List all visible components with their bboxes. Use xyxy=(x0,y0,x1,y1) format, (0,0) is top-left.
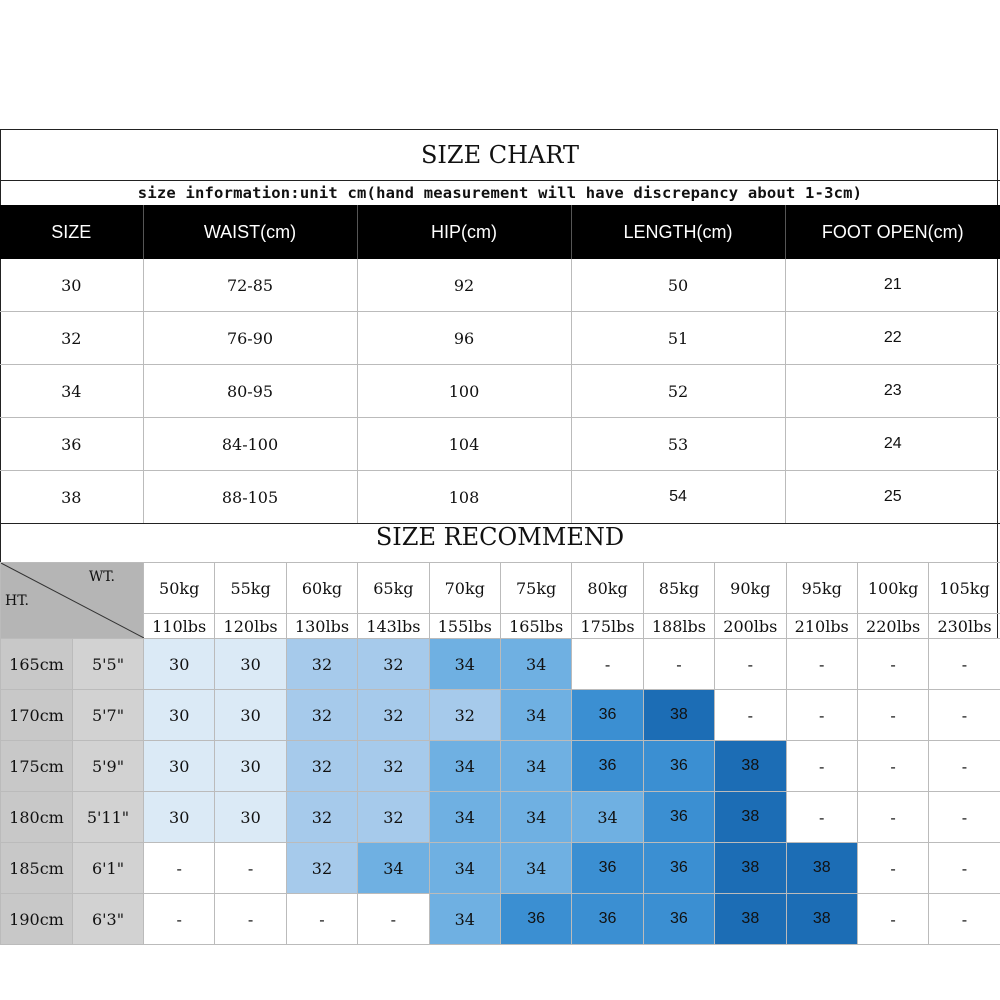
size-recommend-cell: - xyxy=(929,843,1000,894)
weight-lbs-row xyxy=(1,614,1000,639)
size-recommend-cell: - xyxy=(929,792,1000,843)
length-cell: 54 xyxy=(571,471,785,524)
size-recommend-cell: 32 xyxy=(286,843,357,894)
weight-lbs-cell: 200lbs xyxy=(715,614,786,639)
size-recommend-cell: - xyxy=(215,894,286,945)
size-recommend-cell: - xyxy=(929,894,1000,945)
size-recommend-cell: 32 xyxy=(358,639,429,690)
size-recommend-cell: 34 xyxy=(500,792,571,843)
size-recommend-cell: - xyxy=(857,741,928,792)
page-title: SIZE CHART xyxy=(0,129,1000,181)
size-recommend-cell: 30 xyxy=(144,792,215,843)
size-recommend-cell: 36 xyxy=(643,741,714,792)
size-recommend-cell: - xyxy=(786,690,857,741)
hip-cell: 100 xyxy=(357,365,571,418)
page-subtitle: size information:unit cm(hand measurement will have discrepancy about 1-3cm) xyxy=(137,184,863,202)
table-row xyxy=(1,639,1000,690)
foot-open-cell: 23 xyxy=(785,365,1000,418)
size-recommend-cell: 30 xyxy=(215,792,286,843)
header-hip: HIP(cm) xyxy=(357,205,571,259)
size-recommend-cell: - xyxy=(286,894,357,945)
weight-lbs-cell: 155lbs xyxy=(429,614,500,639)
size-recommend-cell: 30 xyxy=(144,741,215,792)
size-recommend-cell: - xyxy=(857,639,928,690)
weight-lbs-cell: 110lbs xyxy=(144,614,215,639)
header-waist: WAIST(cm) xyxy=(143,205,357,259)
size-recommend-cell: 34 xyxy=(429,639,500,690)
hip-cell: 96 xyxy=(357,312,571,365)
size-recommend-cell: 34 xyxy=(429,792,500,843)
weight-kg-row xyxy=(1,563,1000,614)
size-recommend-cell: 38 xyxy=(715,894,786,945)
size-recommend-cell: - xyxy=(929,690,1000,741)
weight-axis-label: WT. xyxy=(88,569,115,585)
length-cell: 52 xyxy=(571,365,785,418)
recommend-title: SIZE RECOMMEND xyxy=(375,523,625,551)
height-cm-cell: 175cm xyxy=(1,741,73,792)
waist-cell: 72-85 xyxy=(143,259,357,312)
size-recommend-cell: - xyxy=(786,741,857,792)
weight-kg-cell: 90kg xyxy=(715,563,786,614)
foot-open-cell: 22 xyxy=(785,312,1000,365)
weight-lbs-cell: 120lbs xyxy=(215,614,286,639)
height-cm-cell: 190cm xyxy=(1,894,73,945)
table-row xyxy=(1,843,1000,894)
foot-open-cell: 25 xyxy=(785,471,1000,524)
weight-lbs-cell: 210lbs xyxy=(786,614,857,639)
size-recommend-cell: 36 xyxy=(643,792,714,843)
size-recommend-cell: 36 xyxy=(572,741,643,792)
foot-open-cell: 21 xyxy=(785,259,1000,312)
waist-cell: 76-90 xyxy=(143,312,357,365)
waist-cell: 84-100 xyxy=(143,418,357,471)
size-recommend-cell: - xyxy=(144,894,215,945)
weight-kg-cell: 95kg xyxy=(786,563,857,614)
size-recommend-cell: 30 xyxy=(215,639,286,690)
weight-lbs-cell: 220lbs xyxy=(857,614,928,639)
size-recommend-cell: - xyxy=(715,639,786,690)
size-recommend-cell: 38 xyxy=(643,690,714,741)
weight-lbs-cell: 143lbs xyxy=(358,614,429,639)
table-row xyxy=(0,418,1000,471)
header-size: SIZE xyxy=(0,205,143,259)
size-cell: 38 xyxy=(0,471,143,524)
size-recommend-cell: - xyxy=(643,639,714,690)
size-recommend-cell: - xyxy=(572,639,643,690)
size-recommend-cell: 32 xyxy=(358,792,429,843)
size-recommend-cell: 36 xyxy=(572,690,643,741)
size-recommend-cell: 30 xyxy=(144,690,215,741)
hip-cell: 92 xyxy=(357,259,571,312)
size-recommend-cell: 32 xyxy=(358,741,429,792)
size-recommend-cell: - xyxy=(144,843,215,894)
size-recommend-cell: 32 xyxy=(286,639,357,690)
weight-kg-cell: 70kg xyxy=(429,563,500,614)
table-row xyxy=(1,690,1000,741)
height-ft-cell: 5'9" xyxy=(73,741,144,792)
size-recommend-cell: - xyxy=(857,690,928,741)
size-recommend-cell: - xyxy=(929,639,1000,690)
size-recommend-cell: 34 xyxy=(429,741,500,792)
size-chart-table xyxy=(0,205,1000,524)
size-recommend-cell: 34 xyxy=(500,690,571,741)
size-recommend-cell: 36 xyxy=(500,894,571,945)
header-foot-open: FOOT OPEN(cm) xyxy=(785,205,1000,259)
weight-kg-cell: 105kg xyxy=(929,563,1000,614)
weight-kg-cell: 65kg xyxy=(358,563,429,614)
size-recommend-cell: 32 xyxy=(286,741,357,792)
height-ft-cell: 5'11" xyxy=(73,792,144,843)
size-chart-header-row xyxy=(0,205,1000,259)
weight-kg-cell: 85kg xyxy=(643,563,714,614)
size-cell: 30 xyxy=(0,259,143,312)
size-recommend-cell: - xyxy=(786,639,857,690)
size-recommend-cell: 34 xyxy=(500,639,571,690)
size-recommend-cell: 34 xyxy=(429,894,500,945)
size-recommend-cell: 38 xyxy=(786,894,857,945)
size-recommend-cell: - xyxy=(857,843,928,894)
size-recommend-cell: - xyxy=(358,894,429,945)
weight-lbs-cell: 130lbs xyxy=(286,614,357,639)
size-recommend-cell: - xyxy=(857,894,928,945)
table-row xyxy=(0,312,1000,365)
hip-cell: 108 xyxy=(357,471,571,524)
size-cell: 32 xyxy=(0,312,143,365)
height-ft-cell: 6'1" xyxy=(73,843,144,894)
height-ft-cell: 5'5" xyxy=(73,639,144,690)
weight-lbs-cell: 175lbs xyxy=(572,614,643,639)
waist-cell: 80-95 xyxy=(143,365,357,418)
size-recommend-cell: 38 xyxy=(715,792,786,843)
size-recommend-cell: 36 xyxy=(643,843,714,894)
size-recommend-cell: - xyxy=(929,741,1000,792)
weight-lbs-cell: 165lbs xyxy=(500,614,571,639)
size-recommend-cell: 34 xyxy=(429,843,500,894)
height-ft-cell: 6'3" xyxy=(73,894,144,945)
size-recommend-cell: 34 xyxy=(500,843,571,894)
size-recommend-cell: 36 xyxy=(572,843,643,894)
length-cell: 51 xyxy=(571,312,785,365)
size-recommend-cell: 32 xyxy=(286,690,357,741)
size-recommend-cell: - xyxy=(715,690,786,741)
height-cm-cell: 170cm xyxy=(1,690,73,741)
length-cell: 50 xyxy=(571,259,785,312)
size-recommend-cell: 38 xyxy=(786,843,857,894)
size-recommend-table xyxy=(0,562,1000,945)
size-cell: 34 xyxy=(0,365,143,418)
size-recommend-cell: 36 xyxy=(643,894,714,945)
weight-kg-cell: 55kg xyxy=(215,563,286,614)
size-recommend-cell: 38 xyxy=(715,741,786,792)
size-recommend-cell: 32 xyxy=(429,690,500,741)
table-row xyxy=(1,741,1000,792)
size-cell: 36 xyxy=(0,418,143,471)
table-row xyxy=(0,365,1000,418)
size-recommend-cell: - xyxy=(786,792,857,843)
header-length: LENGTH(cm) xyxy=(571,205,785,259)
size-recommend-cell: 38 xyxy=(715,843,786,894)
height-ft-cell: 5'7" xyxy=(73,690,144,741)
height-weight-corner xyxy=(1,563,144,639)
table-row xyxy=(0,259,1000,312)
weight-lbs-cell: 230lbs xyxy=(929,614,1000,639)
length-cell: 53 xyxy=(571,418,785,471)
height-cm-cell: 165cm xyxy=(1,639,73,690)
table-row xyxy=(1,792,1000,843)
size-recommend-cell: 30 xyxy=(144,639,215,690)
hip-cell: 104 xyxy=(357,418,571,471)
size-recommend-cell: 32 xyxy=(358,690,429,741)
size-recommend-cell: - xyxy=(857,792,928,843)
height-cm-cell: 180cm xyxy=(1,792,73,843)
weight-kg-cell: 80kg xyxy=(572,563,643,614)
size-recommend-cell: 30 xyxy=(215,741,286,792)
weight-kg-cell: 60kg xyxy=(286,563,357,614)
size-recommend-cell: - xyxy=(215,843,286,894)
size-recommend-cell: 30 xyxy=(215,690,286,741)
height-cm-cell: 185cm xyxy=(1,843,73,894)
weight-kg-cell: 100kg xyxy=(857,563,928,614)
waist-cell: 88-105 xyxy=(143,471,357,524)
height-axis-label: HT. xyxy=(5,593,29,609)
size-recommend-cell: 32 xyxy=(286,792,357,843)
size-recommend-cell: 34 xyxy=(358,843,429,894)
weight-kg-cell: 50kg xyxy=(144,563,215,614)
size-recommend-cell: 36 xyxy=(572,894,643,945)
size-recommend-cell: 34 xyxy=(572,792,643,843)
table-row xyxy=(1,894,1000,945)
size-recommend-cell: 34 xyxy=(500,741,571,792)
foot-open-cell: 24 xyxy=(785,418,1000,471)
weight-lbs-cell: 188lbs xyxy=(643,614,714,639)
weight-kg-cell: 75kg xyxy=(500,563,571,614)
